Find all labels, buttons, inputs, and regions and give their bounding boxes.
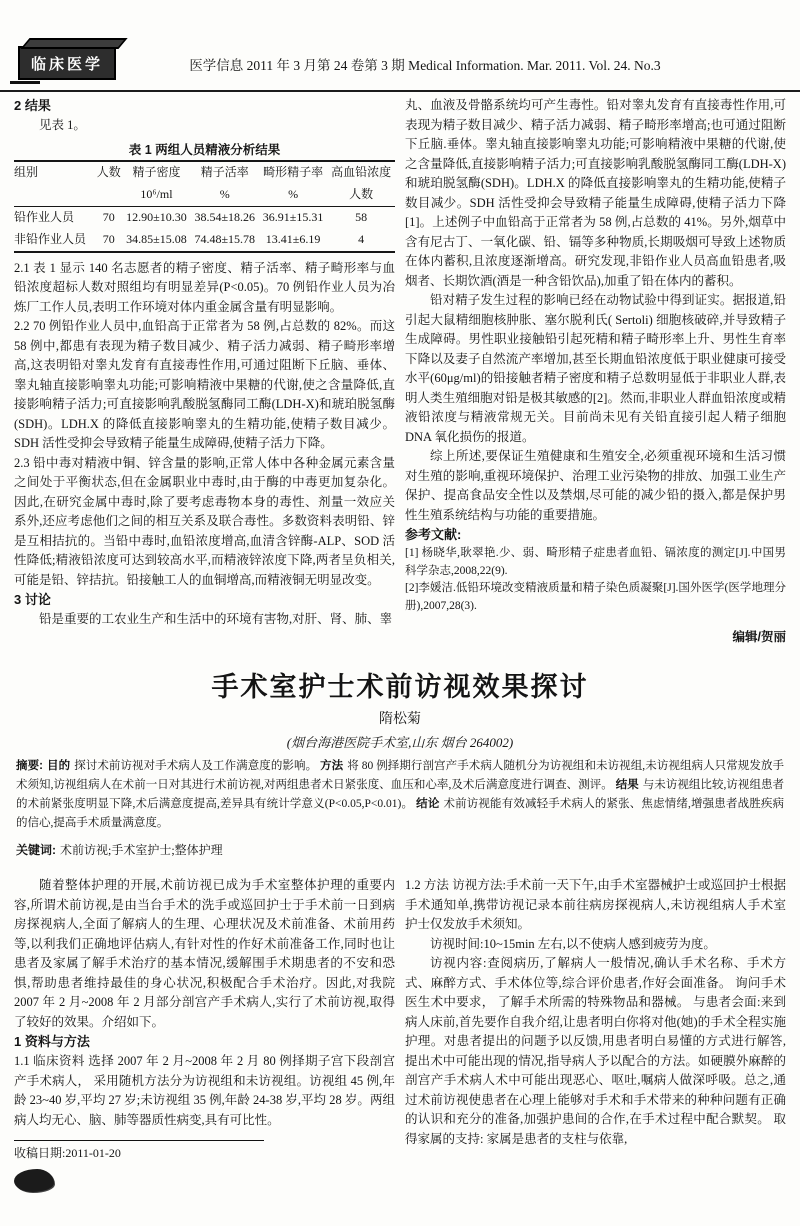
col-header: 精子密度: [132, 165, 181, 179]
visit-content-para: 访视内容:查阅病历,了解病人一般情况,确认手术名称、手术方式、麻醉方式、手术体位等,综合评价患者,作好会面准备。 询问手术医生术中要求， 了解手术所需的特殊物品和器械。 与患者会面:来到病人床前,首先要作自我介绍,让患者明白你将对他(她)的手术全程实施护理。对患者提出的问题予以反馈,用患者明白易懂的方式进行解答,提出术中可能出现的情况,指导病人予以配合的方法。如硬膜外麻醉的剖宫产手术病人术中可能出现恶心、呕吐,嘱病人做深呼吸。总之,通过术前访视使患者在心理上能够对手术和手术带来的种种问题有正确的认识和充分的准备,加强护患间的合作,在手术过程中配合默契。 取得家属的支持: 家属是患者的支柱与依靠,: [405, 956, 786, 1146]
article1-left-column: [14, 96, 395, 645]
col-unit: 10⁶/ml: [140, 187, 173, 201]
page-header: [0, 0, 800, 92]
cell: 36.91±15.31: [262, 210, 324, 224]
visit-method-para: 1.2 方法 访视方法:手术前一天下午,由手术室器械护士或巡回护士根据手术通知单,携带访视记录本前往病房探视病人,未访视组病人手术室护士仅发放手术须知。: [405, 878, 786, 931]
cell: 12.90±10.30: [126, 210, 187, 224]
cell: 38.54±18.26: [194, 210, 256, 224]
references-heading: 参考文献:: [405, 527, 462, 542]
objective-label: 目的: [46, 760, 71, 772]
col-unit: %: [219, 187, 230, 201]
col-header: 精子活率: [200, 165, 249, 179]
col-header: 畸形精子率: [263, 165, 324, 179]
ink-stamp-blob: [14, 1169, 54, 1192]
article2-right-column: [405, 876, 786, 1192]
see-table-note: 见表 1。: [39, 118, 86, 132]
cell: 13.41±6.19: [265, 232, 321, 246]
visit-time-para: 访视时间:10~15min 左右,以不使病人感到疲劳为度。: [430, 936, 716, 951]
received-date-rule: [14, 1140, 264, 1141]
abstract-objective: 探讨术前访视对手术病人及工作满意度的影响。: [74, 760, 318, 772]
article2-left-column: [14, 876, 395, 1192]
abstract-result: 与未访视组比较,访视组患者的术前紧张度明显下降,术后满意度提高,差异具有统计学意义(P<0.05,P<0.01)。: [16, 779, 785, 810]
table-row: [14, 206, 395, 229]
cell: 58: [355, 210, 368, 224]
discussion-para-right: 丸、血液及骨骼系统均可产生毒性。铅对睾丸发育有直接毒性作用,可表现为精子数目减少、精子活力减弱、精子畸形率增高;也可通过阻断下丘脑.垂体。睾丸轴直接影响睾丸功能;可影响精液中果糖的代谢,使之含量降低,直接影响精子活力;可直接影响乳酸脱氢酶同工酶(LDH-X)和琥珀脱氢酶(SDH)。LDH.X 的降低直接影响睾丸的生精功能,使精子数目减少。SDH 活性受抑会导致精子能量生成障碍,使精子活力下降[1]。上述例子中血铅高于正常者为 58 例,占总数的 41%。另外,烟草中含有尼古丁、一氧化碳、铅、镉等多种物质,长期吸烟可导致上述物质在体内蓄积,且浓度逐渐增高。研究发现,非铅作业人员高血铅患者,吸烟者、长期饮酒(酒是一种含铅饮品),加重了铅在体内的蓄积。: [405, 98, 786, 288]
para-2-1: 2.1 表 1 显示 140 名志愿者的精子密度、精子活率、精子畸形率与血铅浓度超标人数对照组均有明显差异(P<0.05)。70 例铅作业人员为冶炼厂工作人员,表明工作环境对体内重金属含量有明显影响。: [14, 260, 395, 314]
article2: [0, 665, 800, 1192]
col-unit: %: [288, 187, 299, 201]
cell: 74.48±15.78: [194, 232, 256, 246]
article2-title: 手术室护士术前访视效果探讨: [211, 672, 589, 702]
semen-analysis-table: [14, 160, 395, 253]
abstract-method: 将 80 例择期行剖宫产手术病人随机分为访视组和未访视组,未访视组病人只常规发放手术须知,访视组病人在术前一日对其进行术前访视,对两组患者术日紧张度、血压和心率,及术后满意度进行调查、测评。: [16, 760, 785, 791]
discussion-para-left: 铅是重要的工农业生产和生活中的环境有害物,对肝、肾、肺、睾: [39, 612, 393, 626]
reference-item: [2]李媛洁.低铅环境改变精液质量和精子染色质凝聚[J].国外医学(医学地理分册),2007,28(3).: [405, 582, 786, 612]
conclusion-para: 综上所述,要保证生殖健康和生殖安全,必须重视环境和生活习惯对生殖的影响,重视环境保护、治理工业污染物的排放、加强工业生产保护、提高食品安全性以及禁烟,尽可能的减少铅的摄入,都是保护男性生殖系统结构与功能的重要措施。: [405, 449, 786, 522]
abstract-conclusion: 术前访视能有效减轻手术病人的紧张、焦虑情绪,增强患者战胜疾病的信心,提高手术质量满意度。: [16, 798, 785, 829]
article1-columns: [0, 92, 800, 645]
received-date: 收稿日期:2011-01-20: [14, 1146, 121, 1160]
discussion-heading: 3 讨论: [14, 592, 51, 607]
table-row: [14, 229, 395, 252]
col-unit: [14, 184, 95, 207]
results-heading: 2 结果: [14, 98, 51, 113]
col-header: 组别: [14, 165, 39, 179]
keywords-text: 术前访视;手术室护士;整体护理: [60, 843, 223, 857]
cell: 铅作业人员: [14, 210, 75, 224]
journal-header-line: 医学信息 2011 年 3 月第 24 卷第 3 期 Medical Information. Mar. 2011. Vol. 24. No.3: [189, 58, 661, 73]
article2-author: 隋松菊: [379, 712, 421, 727]
keywords-line: [16, 841, 784, 858]
header-rule: [0, 90, 800, 92]
materials-methods-heading: 1 资料与方法: [14, 1034, 90, 1049]
cell: 70: [102, 232, 115, 246]
col-unit: 人数: [349, 187, 374, 201]
cell: 非铅作业人员: [14, 232, 87, 246]
keywords-label: 关键词:: [16, 843, 56, 857]
col-header: 高血铅浓度: [331, 165, 392, 179]
clinical-data-para: 1.1 临床资料 选择 2007 年 2 月~2008 年 2 月 80 例择期子宫下段剖宫产手术病人， 采用随机方法分为访视组和未访视组。访视组 45 例,年龄 23~40 岁,平均 27 岁;未访视组 35 例,年龄 24-38 岁,平均 28 岁。两组病人均无心、脑、肺等器质性病变,具有可比性。: [14, 1054, 395, 1127]
col-header: 人数: [96, 165, 121, 179]
article2-affiliation: (烟台海港医院手术室,山东 烟台 264002): [286, 735, 514, 750]
intro-para: 随着整体护理的开展,术前访视已成为手术室整体护理的重要内容,所谓术前访视,是由当台手术的洗手或巡回护士于手术前一日到病房探视病人,全面了解病人的生理、心理状况及术前准备、术前用药等,以利我们正确地评估病人,有针对性的作好术前准备工作,同时也让患者及家属了解手术治疗的基本情况,缓解围手术期患者的不安和恐惧,帮助患者维持最佳的身心状况,积极配合手术治疗。因此,对我院 2007 年 2 月~2008 年 2 月部分剖宫产手术病人,实行了术前访视,取得了较好的效果。介绍如下。: [14, 878, 395, 1029]
para-2-3: 2.3 铅中毒对精液中铜、锌含量的影响,正常人体中各种金属元素含量之间处于平衡状态,但在金属职业中毒时,由于酶的中毒更加复杂化。因此,在研究金属中毒时,除了要考虑毒物本身的毒性、剂量一效应关系外,还应考虑他们之间的相互关系及联合毒性。多数资料表明铅、锌是互相拮抗的。当铅中毒时,血铅浓度增高,血清含锌酶-ALP、SOD 活性降低;精液铅浓度可达到较高水平,而精液锌浓度下降,两者呈负相关,可能是铅、锌拮抗。铅接触工人的血铜增高,而精液铜无明显改变。: [14, 455, 395, 587]
animal-study-para: 铅对精子发生过程的影响已经在动物试验中得到证实。据报道,铅引起大鼠精细胞核肿胀、塞尔脱利氏( Sertoli) 细胞核破碎,并导致精子生成障碍。男性职业接触铅引起死精和精子畸形率上升、男性生育率下降以及妻子自然流产率增加,甚至长期血铅浓度低于职业健康可接受水平(60μg/ml)的铅接触者精子密度和精子总数明显低于非职业人群,表明人类生殖细胞对铅是极其敏感的[2]。然而,非职业人群血铅浓度或精液铅浓度与精液常规无关。目前尚未见有关铅直接引起人精子细胞 DNA 氧化损伤的报道。: [405, 293, 786, 444]
para-2-2: 2.2 70 例铅作业人员中,血铅高于正常者为 58 例,占总数的 82%。而这 58 例中,都患有表现为精子数目减少、精子活力减弱、精子畸形率增高,这表明铅对睾丸发育有直接毒性作用,可通过阻断下丘脑、垂体、睾丸轴直接影响睾丸功能;可影响精液中果糖的代谢,使之含量降低,直接影响精子活力;可直接影响乳酸脱氢酶同工酶(LDH-X)和琥珀脱氢酶(SDH)。LDH.X 的降低直接影响睾丸的生精功能,使精子数目减少。SDH 活性受抑会导致精子能量生成障碍,使精子活力下降。: [14, 319, 395, 450]
cell: 70: [102, 210, 115, 224]
article2-columns: [0, 872, 800, 1192]
article2-abstract: [16, 757, 784, 833]
clinical-medicine-badge: 临床医学: [18, 46, 116, 80]
abstract-label: 摘要:: [16, 760, 43, 772]
result-label: 结果: [615, 779, 639, 791]
table-header: [14, 161, 395, 207]
method-label: 方法: [320, 760, 344, 772]
col-unit: [95, 184, 122, 207]
editor-credit: 编辑/贺丽: [732, 630, 786, 644]
cell: 34.85±15.08: [126, 232, 187, 246]
cell: 4: [358, 232, 365, 246]
conclusion-label: 结论: [416, 798, 440, 810]
article1-right-column: [405, 96, 786, 645]
reference-item: [1] 杨晓华,耿翠艳.少、弱、畸形精子症患者血铅、镉浓度的测定[J].中国男科学杂志,2008,22(9).: [405, 547, 786, 577]
table1-caption: 表 1 两组人员精液分析结果: [128, 142, 281, 157]
